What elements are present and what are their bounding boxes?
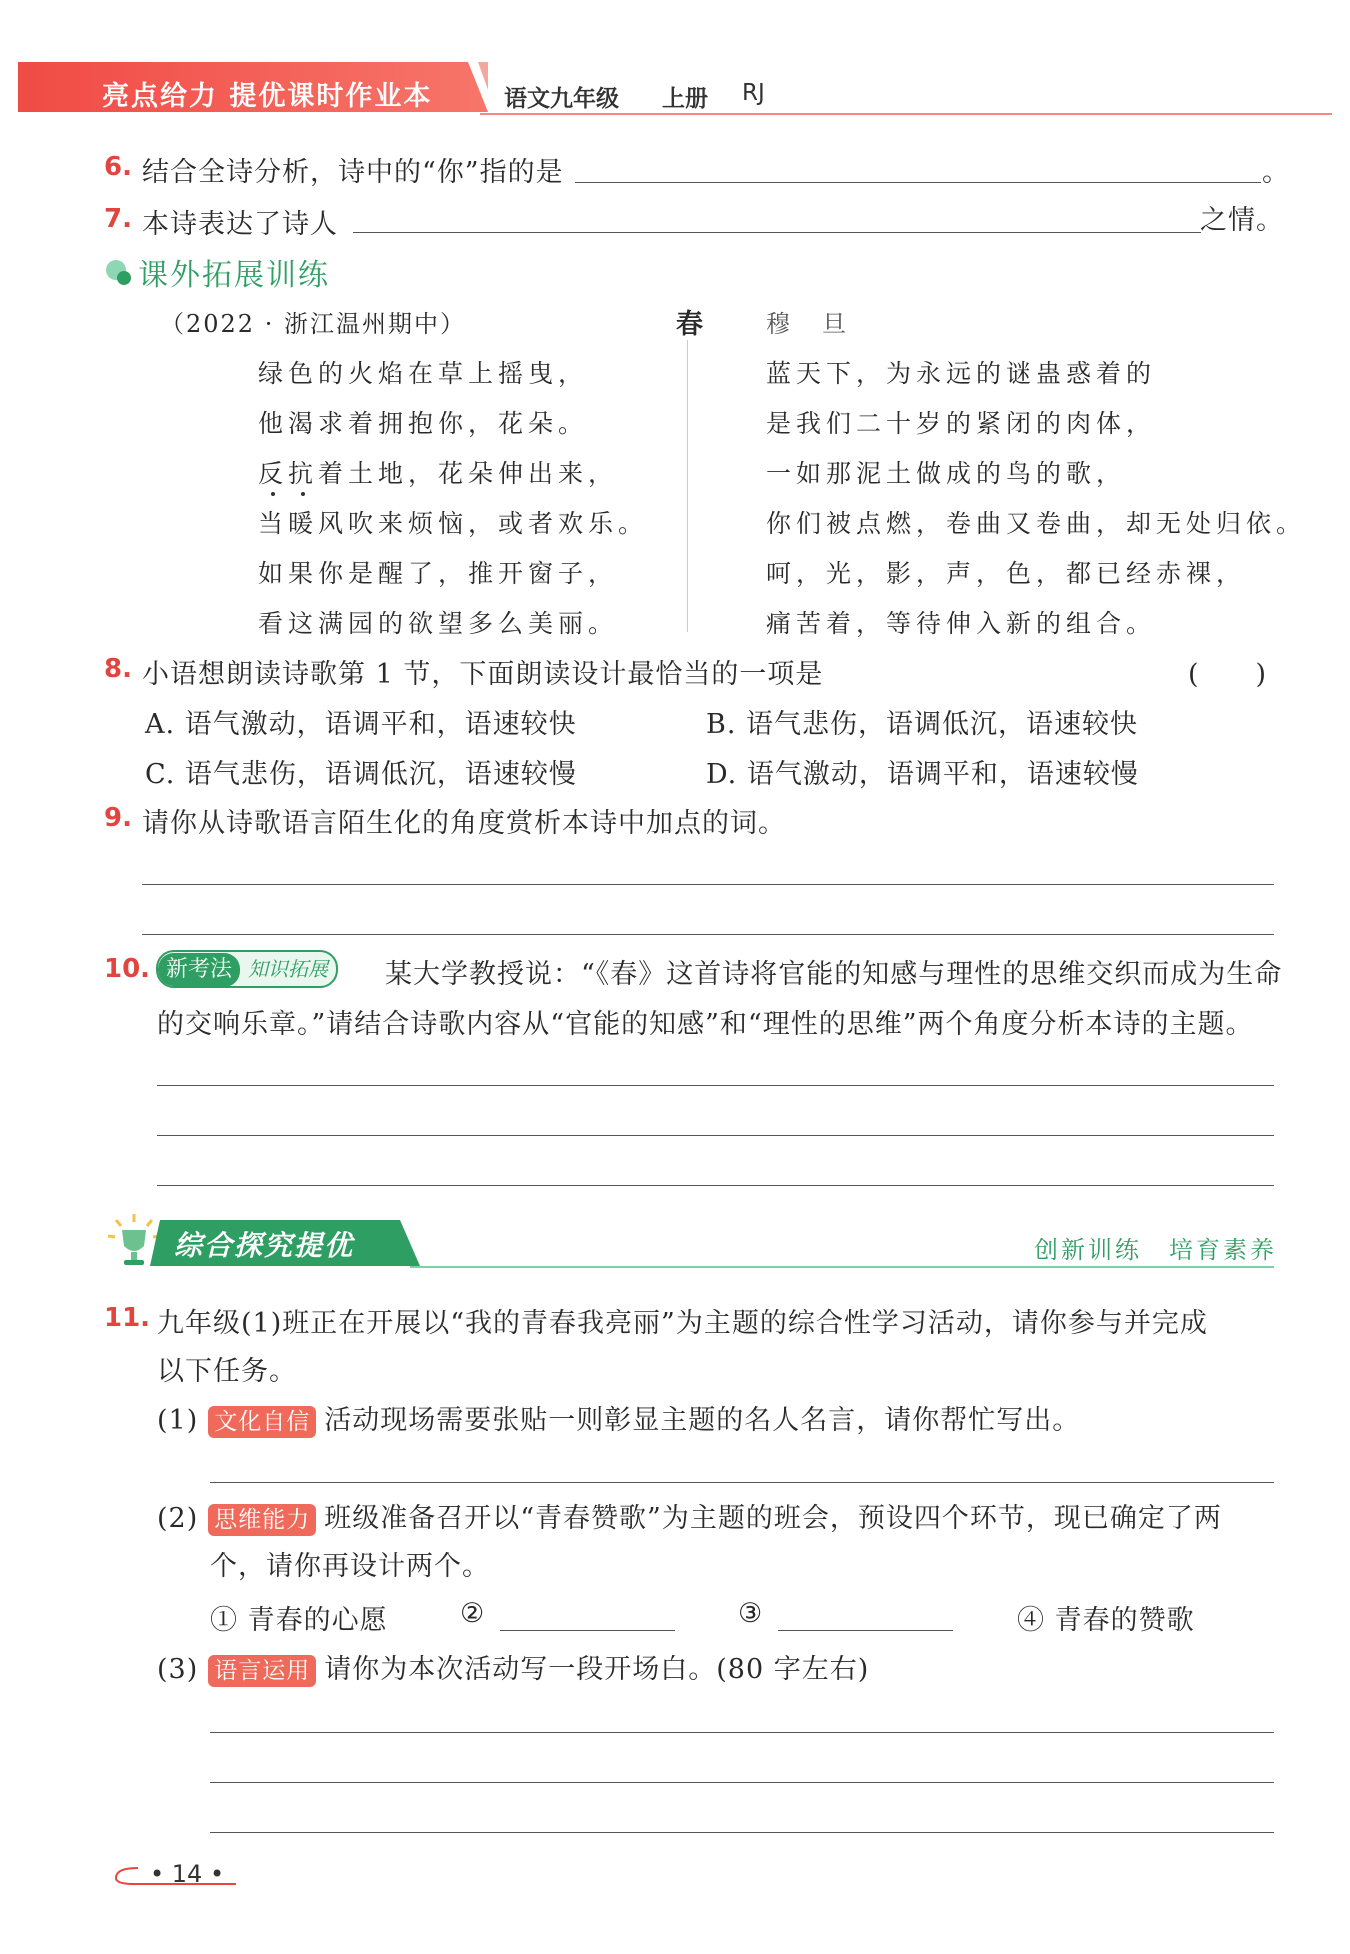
q11-sub1-tag: 文化自信	[208, 1406, 316, 1438]
q11-sub2-item-2: ②	[460, 1598, 486, 1629]
poem-right-line-2: 是我们二十岁的紧闭的肉体，	[766, 409, 1157, 438]
poem-right-line-1: 蓝天下，为永远的谜蛊惑着的	[766, 359, 1157, 388]
header-brand: 亮点给力 提优课时作业本	[102, 81, 433, 112]
q11-sub3-answer-line-1[interactable]	[210, 1732, 1274, 1733]
q8-option-d[interactable]: D. 语气激动，语调平和，语速较慢	[706, 759, 1139, 790]
q11-sub2-tag: 思维能力	[208, 1504, 316, 1536]
q11-sub2-item-2-blank[interactable]	[500, 1630, 675, 1631]
q11-sub2-item-4: ④ 青春的赞歌	[1017, 1605, 1195, 1636]
poem-left-line-3: 反抗着土地，花朵伸出来，	[258, 459, 619, 488]
q10-badge-main: 新考法	[158, 953, 240, 987]
q11-sub1-answer-line[interactable]	[210, 1482, 1274, 1483]
q10-badge-sub: 知识拓展	[248, 957, 329, 981]
q10-line-2: 的交响乐章。”请结合诗歌内容从“官能的知感”和“理性的思维”两个角度分析本诗的主题。	[157, 1009, 1254, 1040]
section-comprehensive-title: 综合探究提优	[174, 1229, 355, 1262]
q11-sub2-text: 班级准备召开以“青春赞歌”为主题的班会，预设四个环节，现已确定了两	[324, 1503, 1222, 1534]
q9-answer-line-2[interactable]	[142, 934, 1274, 935]
q10-answer-line-3[interactable]	[157, 1185, 1274, 1186]
q11-sub2-item-1: ① 青春的心愿	[210, 1605, 388, 1636]
q7-number: 7.	[104, 204, 132, 234]
q11-sub3-number: (3)	[157, 1654, 199, 1685]
q10-line-1: 某大学教授说：“《春》这首诗将官能的知感与理性的思维交织而成为生命	[385, 959, 1283, 990]
q11-sub2-item-3-blank[interactable]	[778, 1630, 953, 1631]
q6-answer-line[interactable]	[575, 182, 1261, 183]
q6-number: 6.	[104, 152, 132, 182]
poem-left-line-5: 如果你是醒了，推开窗子，	[258, 559, 619, 588]
poem-author: 穆 旦	[766, 310, 850, 338]
q8-option-a[interactable]: A. 语气激动，语调平和，语速较快	[145, 709, 577, 740]
poem-right-line-5: 呵，光，影，声，色，都已经赤裸，	[766, 559, 1247, 588]
section-comprehensive-rule	[410, 1266, 1274, 1268]
q6-end: 。	[1262, 157, 1290, 188]
poem-emphasized-word: 抗	[288, 459, 319, 488]
q10-number: 10.	[104, 954, 151, 984]
q11-sub2	[157, 1496, 1222, 1536]
q9-number: 9.	[104, 803, 132, 833]
page-number: • 14 •	[150, 1860, 225, 1888]
q9-answer-line-1[interactable]	[142, 884, 1274, 885]
header-subject: 语文九年级	[504, 86, 619, 112]
q11-sub2-number: (2)	[157, 1503, 199, 1534]
q11-sub1-text: 活动现场需要张贴一则彰显主题的名人名言，请你帮忙写出。	[324, 1405, 1081, 1436]
q7-text: 本诗表达了诗人	[142, 209, 338, 240]
q11-sub3-tag: 语言运用	[208, 1655, 316, 1687]
q7-end: 之情。	[1200, 205, 1284, 236]
q10-answer-line-1[interactable]	[157, 1085, 1274, 1086]
q11-number: 11.	[104, 1303, 151, 1333]
section-extra-title: 课外拓展训练	[138, 258, 330, 293]
poem-emphasized-word: 反	[258, 459, 289, 488]
q10-answer-line-2[interactable]	[157, 1135, 1274, 1136]
poem-right-line-3: 一如那泥土做成的鸟的歌，	[766, 459, 1127, 488]
q11-sub1	[157, 1398, 1080, 1438]
q11-line-2: 以下任务。	[157, 1356, 297, 1387]
poem-right-line-4: 你们被点燃，卷曲又卷曲，却无处归依。	[766, 509, 1307, 538]
q8-number: 8.	[104, 654, 132, 684]
q8-option-c[interactable]: C. 语气悲伤，语调低沉，语速较慢	[145, 759, 577, 790]
q11-sub2-item-3: ③	[738, 1598, 764, 1629]
q8-option-b[interactable]: B. 语气悲伤，语调低沉，语速较快	[706, 709, 1139, 740]
q11-sub3-answer-line-3[interactable]	[210, 1832, 1274, 1833]
section-extra-icon	[104, 258, 134, 288]
poem-left-line-6: 看这满园的欲望多么美丽。	[258, 609, 619, 638]
q11-sub3-answer-line-2[interactable]	[210, 1782, 1274, 1783]
q7-answer-line[interactable]	[353, 232, 1201, 233]
q6-text: 结合全诗分析，诗中的“你”指的是	[142, 157, 564, 188]
q11-line-1: 九年级(1)班正在开展以“我的青春我亮丽”为主题的综合性学习活动，请你参与并完成	[157, 1308, 1208, 1339]
poem-left-line-4: 当暖风吹来烦恼，或者欢乐。	[258, 509, 649, 538]
q11-sub3	[157, 1647, 869, 1687]
section-comprehensive-slogan: 创新训练 培育素养	[1034, 1236, 1277, 1264]
q10-badge	[156, 950, 338, 988]
q11-sub1-number: (1)	[157, 1405, 199, 1436]
poem-divider	[687, 340, 688, 632]
poem-title: 春	[676, 309, 703, 340]
q8-answer-paren[interactable]: ( )	[1188, 659, 1268, 690]
header-rule	[480, 113, 1332, 115]
q9-text: 请你从诗歌语言陌生化的角度赏析本诗中加点的词。	[142, 808, 786, 839]
poem-left-line-1: 绿色的火焰在草上摇曳，	[258, 359, 589, 388]
q11-sub3-text: 请你为本次活动写一段开场白。(80 字左右)	[324, 1654, 870, 1685]
q11-sub2-text-2: 个，请你再设计两个。	[210, 1551, 490, 1582]
q8-text: 小语想朗读诗歌第 1 节，下面朗读设计最恰当的一项是	[142, 659, 824, 690]
poem-left-line-2: 他渴求着拥抱你，花朵。	[258, 409, 589, 438]
header-edition: RJ	[742, 80, 765, 106]
poem-right-line-6: 痛苦着，等待伸入新的组合。	[766, 609, 1157, 638]
header-volume: 上册	[662, 86, 708, 112]
poem-source: （2022 · 浙江温州期中）	[160, 310, 466, 338]
